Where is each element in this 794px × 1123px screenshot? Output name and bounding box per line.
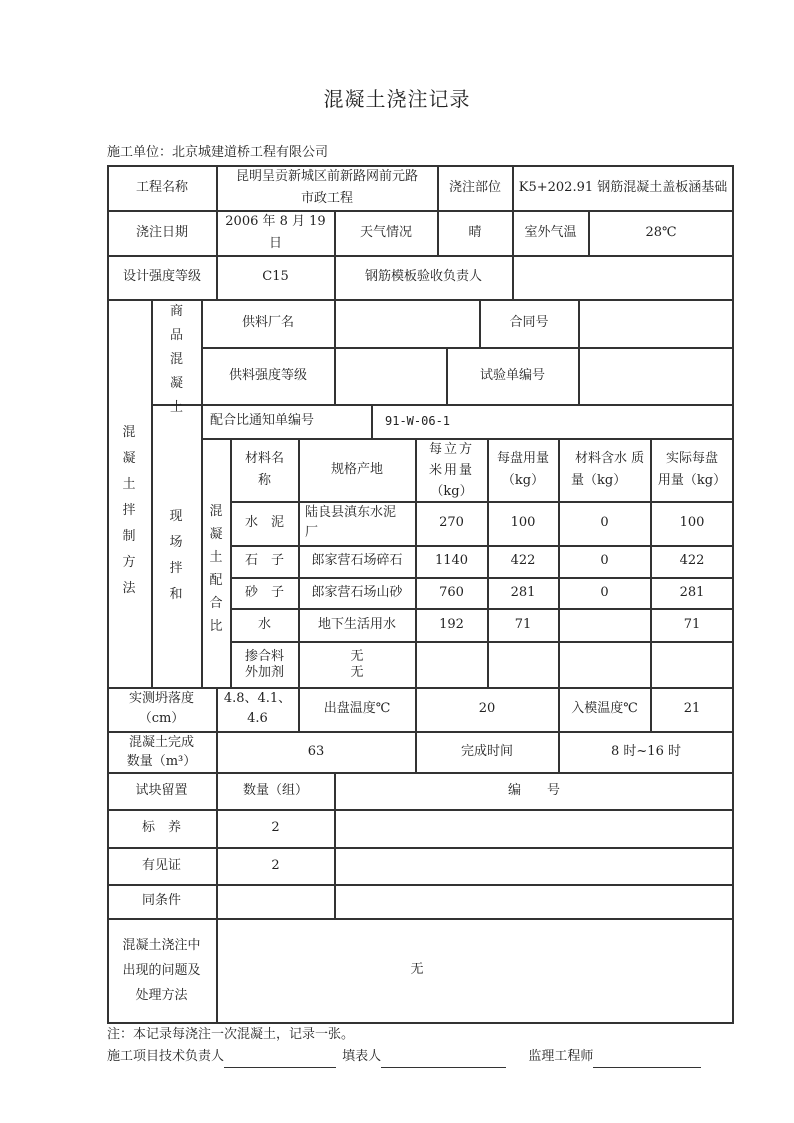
table-row-spec: 无 bbox=[350, 665, 364, 680]
specimen-type: 标 养 bbox=[141, 820, 181, 835]
table-row-material: 掺合料 bbox=[244, 649, 284, 664]
col-moisture-header: 材料含水 质 量（kg） bbox=[571, 450, 645, 488]
supervisor-label: 监理工程师 bbox=[528, 1049, 594, 1064]
table-row-actual: 281 bbox=[679, 584, 705, 600]
col-actual-header: 实际每盘 用量（kg） bbox=[657, 450, 727, 488]
col-material-header: 材料名 称 bbox=[244, 450, 284, 488]
table-row-actual bbox=[651, 659, 733, 687]
table-row-material: 砂 子 bbox=[244, 584, 284, 600]
footer-note: 注：本记录每浇注一次混凝土，记录一张。 bbox=[107, 1027, 355, 1042]
table-row-moisture: 0 bbox=[600, 515, 609, 530]
specimen-number bbox=[335, 884, 733, 918]
tech-lead-signature-field[interactable] bbox=[224, 1051, 336, 1068]
finish-time-label: 完成时间 bbox=[460, 743, 513, 759]
table-row-material: 水 bbox=[257, 616, 271, 632]
supply-grade-label: 供料强度等级 bbox=[228, 367, 307, 383]
table-row-per-m3 bbox=[416, 659, 487, 687]
mixing-method-label: 混 凝 土 拌 制 方 法 bbox=[122, 425, 136, 596]
issues-value: 无 bbox=[410, 962, 424, 977]
project-name-line2: 市政工程 bbox=[300, 190, 353, 206]
specimens-qty-header: 数量（组） bbox=[242, 782, 308, 798]
specimen-qty bbox=[217, 884, 334, 918]
supervisor-signature-field[interactable] bbox=[593, 1051, 701, 1068]
pour-date-value: 2006 年 8 月 19 日 bbox=[225, 213, 326, 251]
filler-signature-field[interactable] bbox=[381, 1051, 506, 1068]
table-row-actual: 100 bbox=[679, 515, 705, 530]
table-row-per-m3: 270 bbox=[439, 515, 464, 530]
mix-notice-label: 配合比通知单编号 bbox=[210, 413, 315, 428]
table-row-per-m3: 1140 bbox=[434, 553, 469, 568]
outdoor-temp-value: 28℃ bbox=[645, 224, 677, 240]
test-no-value bbox=[579, 347, 733, 404]
mold-temp-label: 入模温度℃ bbox=[571, 701, 638, 716]
onsite-mixing-label: 现 场 拌 和 bbox=[169, 509, 183, 602]
commercial-concrete-label: 商 品 混 凝 土 bbox=[169, 304, 183, 415]
table-row-moisture: 0 bbox=[600, 584, 609, 600]
supplier-label: 供料厂名 bbox=[241, 315, 294, 330]
design-grade-value: C15 bbox=[262, 269, 289, 284]
volume-label: 混凝土完成 数量（m³） bbox=[126, 734, 197, 769]
specimens-label: 试块留置 bbox=[135, 782, 188, 798]
design-grade-label: 设计强度等级 bbox=[122, 269, 201, 284]
table-row-per-batch: 422 bbox=[510, 553, 536, 568]
signature-line bbox=[107, 1046, 701, 1068]
pour-location-value: K5+202.91 钢筋混凝土盖板涵基础 bbox=[518, 179, 728, 195]
specimen-number bbox=[335, 809, 733, 847]
specimen-type: 有见证 bbox=[141, 857, 181, 873]
table-row-per-batch: 100 bbox=[510, 515, 536, 530]
supply-grade-value bbox=[335, 347, 446, 404]
specimen-number bbox=[335, 847, 733, 884]
slump-label: 实测坍落度 （cm） bbox=[128, 691, 194, 726]
table-row-material: 石 子 bbox=[244, 553, 284, 568]
specimen-qty: 2 bbox=[271, 857, 280, 873]
table-row-per-batch: 281 bbox=[510, 584, 536, 600]
filler-label: 填表人 bbox=[342, 1049, 382, 1064]
volume-value: 63 bbox=[307, 743, 325, 759]
discharge-temp-value: 20 bbox=[478, 701, 496, 716]
issues-label: 混凝土浇注中 出现的问题及 处理方法 bbox=[122, 937, 201, 1003]
table-row-spec: 地下生活用水 bbox=[317, 616, 396, 632]
col-per-m3-header: 每立方 米用量 （kg） bbox=[428, 442, 474, 499]
specimens-number-header: 编 号 bbox=[507, 782, 560, 798]
mix-ratio-label: 混 凝 土 配 合 比 bbox=[209, 504, 223, 634]
project-name-label: 工程名称 bbox=[135, 179, 188, 195]
rebar-inspector-label: 钢筋模板验收负责人 bbox=[364, 269, 482, 284]
table-row-material: 外加剂 bbox=[244, 665, 284, 680]
project-name-line1: 昆明呈贡新城区前新路网前元路 bbox=[235, 168, 418, 184]
discharge-temp-label: 出盘温度℃ bbox=[323, 701, 391, 716]
table-row-per-batch bbox=[488, 659, 558, 687]
contract-no-value bbox=[579, 299, 733, 347]
pour-location-label: 浇注部位 bbox=[448, 179, 501, 195]
table-row-actual: 71 bbox=[683, 616, 701, 632]
slump-value: 4.8、4.1、 4.6 bbox=[223, 691, 292, 726]
pour-date-label: 浇注日期 bbox=[135, 224, 188, 240]
table-row-moisture bbox=[559, 659, 650, 687]
weather-value: 晴 bbox=[468, 224, 482, 240]
construction-unit: 施工单位：北京城建道桥工程有限公司 bbox=[107, 145, 329, 160]
table-row-moisture bbox=[559, 608, 650, 641]
table-row-per-m3: 760 bbox=[439, 584, 464, 600]
mix-notice-value: 91-W-06-1 bbox=[385, 414, 451, 428]
table-row-per-m3: 192 bbox=[439, 616, 464, 632]
specimen-type: 同条件 bbox=[141, 893, 181, 908]
table-row-actual: 422 bbox=[679, 553, 705, 568]
table-row-per-batch: 71 bbox=[514, 616, 532, 632]
table-row-spec: 陆良县滇东水泥 厂 bbox=[305, 505, 397, 540]
outdoor-temp-label: 室外气温 bbox=[524, 224, 577, 240]
table-row-spec: 郎家营石场碎石 bbox=[311, 553, 403, 568]
col-per-batch-header: 每盘用量 （kg） bbox=[496, 450, 549, 488]
tech-lead-label: 施工项目技术负责人 bbox=[107, 1049, 225, 1064]
contract-no-label: 合同号 bbox=[509, 315, 549, 330]
col-spec-header: 规格产地 bbox=[330, 461, 383, 477]
finish-time-value: 8 时~16 时 bbox=[611, 743, 681, 759]
table-row-spec: 无 bbox=[350, 649, 364, 664]
specimen-qty: 2 bbox=[271, 820, 280, 835]
supplier-value bbox=[335, 299, 479, 347]
table-row-spec: 郎家营石场山砂 bbox=[311, 584, 403, 600]
table-row-material: 水 泥 bbox=[244, 515, 284, 530]
document-title: 混凝土浇注记录 bbox=[323, 87, 471, 111]
test-no-label: 试验单编号 bbox=[479, 367, 545, 383]
project-name-value bbox=[217, 165, 437, 210]
weather-label: 天气情况 bbox=[359, 224, 412, 240]
table-row-moisture: 0 bbox=[600, 553, 609, 568]
mold-temp-value: 21 bbox=[683, 701, 701, 716]
rebar-inspector-value bbox=[513, 255, 733, 299]
